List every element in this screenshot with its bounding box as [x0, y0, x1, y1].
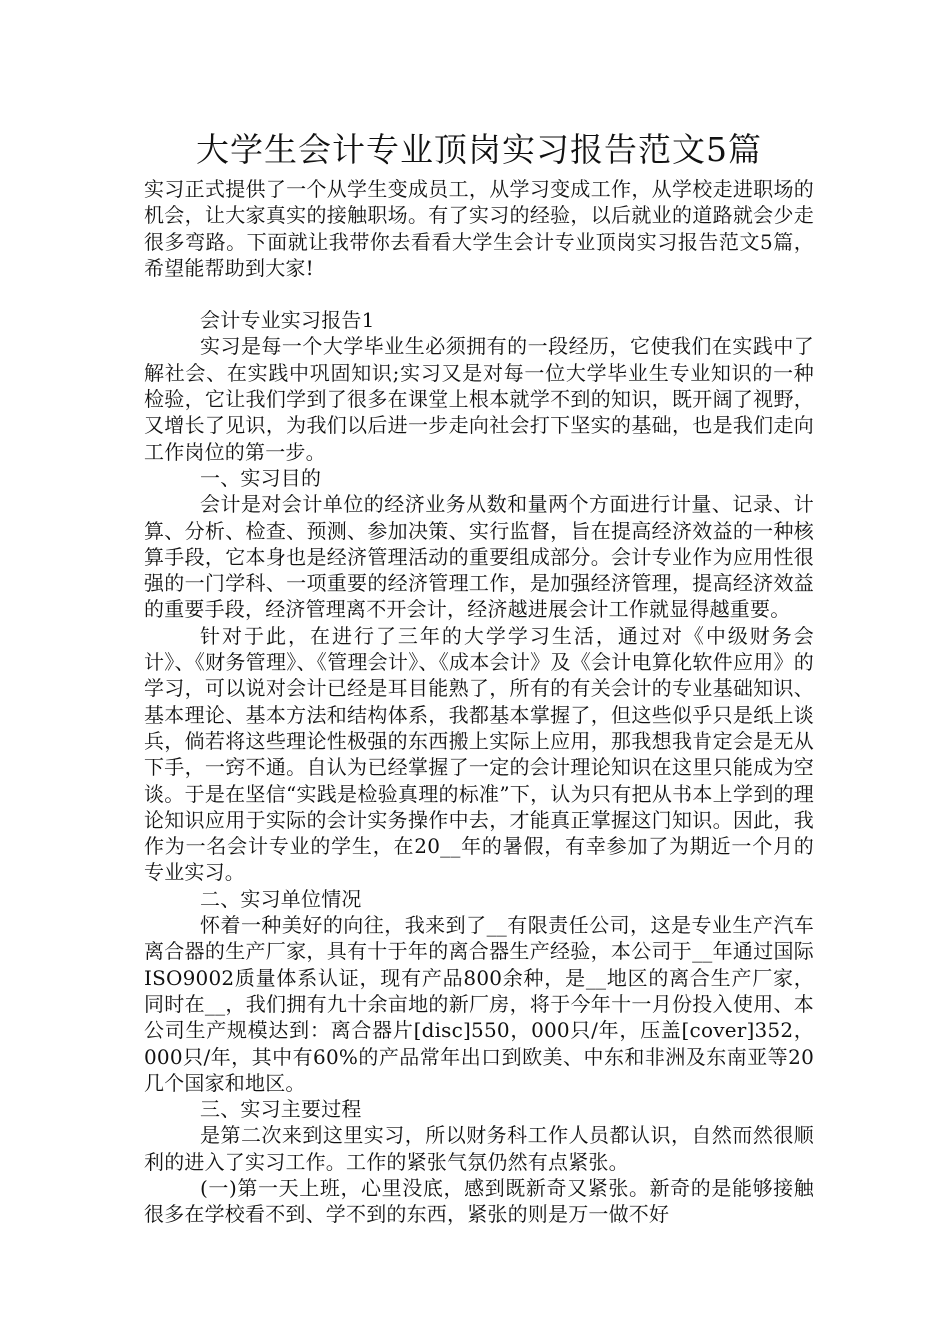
section-heading-report-1: 会计专业实习报告1	[200, 308, 375, 333]
section-heading-unit: 二、实习单位情况	[200, 886, 362, 911]
document-page	[144, 128, 814, 1228]
intro-paragraph: 实习正式提供了一个从学生变成员工，从学习变成工作，从学校走进职场的机会，让大家真实的接触职场。有了实习的经验，以后就业的道路就会少走很多弯路。下面就让我带你去看看大学生会计专业顶岗实习报告范文5篇，希望能帮助到大家!	[144, 177, 814, 280]
section-heading-purpose: 一、实习目的	[200, 465, 322, 490]
body-paragraph: 是第二次来到这里实习，所以财务科工作人员都认识，自然而然很顺利的进入了实习工作。工作的紧张气氛仍然有点紧张。	[144, 1123, 814, 1174]
body-paragraph: (一)第一天上班，心里没底，感到既新奇又紧张。新奇的是能够接触很多在学校看不到、学不到的东西，紧张的则是万一做不好	[144, 1175, 814, 1227]
body-paragraph: 针对于此，在进行了三年的大学学习生活，通过对《中级财务会计》、《财务管理》、《管理会计》、《成本会计》及《会计电算化软件应用》的学习，可以说对会计已经是耳目能熟了，所有的有关会计的专业基础知识、基本理论、基本方法和结构体系，我都基本掌握了，但这些似乎只是纸上谈兵，倘若将这些理论性极强的东西搬上实际上应用，那我想我肯定会是无从下手，一窍不通。自认为已经掌握了一定的会计理论知识在这里只能成为空谈。于是在坚信“实践是检验真理的标准”下，认为只有把从书本上学到的理论知识应用于实际的会计实务操作中去，才能真正掌握这门知识。因此，我作为一名会计专业的学生，在20__年的暑假，有幸参加了为期近一个月的专业实习。	[144, 623, 814, 885]
blank-line	[144, 281, 814, 307]
body-paragraph: 怀着一种美好的向往，我来到了__有限责任公司，这是专业生产汽车离合器的生产厂家，具有十于年的离合器生产经验，本公司于__年通过国际ISO9002质量体系认证，现有产品800余种，是__地区的离合生产厂家，同时在__，我们拥有九十余亩地的新厂房，将于今年十一月份投入使用、本公司生产规模达到：离合器片[disc]550，000只/年，压盖[cover]352，000只/年，其中有60%的产品常年出口到欧美、中东和非洲及东南亚等20几个国家和地区。	[144, 913, 814, 1095]
section-heading-process: 三、实习主要过程	[200, 1097, 362, 1122]
document-title: 大学生会计专业顶岗实习报告范文5篇	[196, 130, 762, 169]
body-paragraph: 会计是对会计单位的经济业务从数和量两个方面进行计量、记录、计算、分析、检查、预测、参加决策、实行监督，旨在提高经济效益的一种核算手段，它本身也是经济管理活动的重要组成部分。会计专业作为应用性很强的一门学科、一项重要的经济管理工作，是加强经济管理，提高经济效益的重要手段，经济管理离不开会计，经济越进展会计工作就显得越重要。	[144, 492, 814, 622]
body-paragraph: 实习是每一个大学毕业生必须拥有的一段经历，它使我们在实践中了解社会、在实践中巩固知识;实习又是对每一位大学毕业生专业知识的一种检验，它让我们学到了很多在课堂上根本就学不到的知识，既开阔了视野，又增长了见识，为我们以后进一步走向社会打下坚实的基础，也是我们走向工作岗位的第一步。	[144, 334, 814, 464]
